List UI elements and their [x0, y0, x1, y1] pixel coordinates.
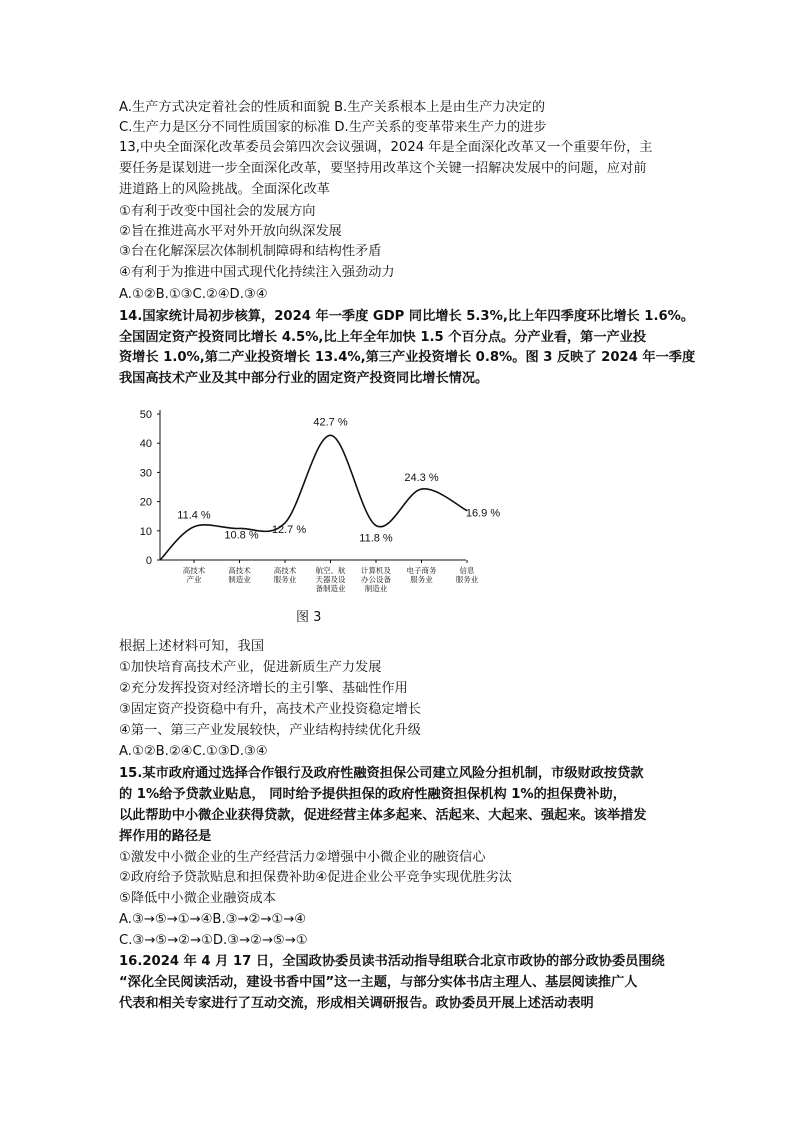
y-tick-label: 0 [145, 555, 152, 567]
text-line: C.③→⑤→②→①D.③→②→⑤→① [119, 933, 308, 948]
category-label: 航空、航天器及设备制造业 [315, 566, 346, 593]
y-tick-label: 10 [139, 525, 152, 538]
data-label: 24.3 % [404, 472, 439, 485]
text-line: A.生产方式决定着社会的性质和面貌 B.生产关系根本上是由生产力决定的 [119, 100, 546, 115]
text-line: 15.某市政府通过选择合作银行及政府性融资担保公司建立风险分担机制，市级财政按贷款 [119, 766, 644, 781]
y-tick-label: 30 [139, 467, 152, 480]
text-line: ①加快培育高技术产业，促进新质生产力发展 [119, 660, 382, 675]
text-line: ④第一、第三产业发展较快，产业结构持续优化升级 [119, 723, 421, 738]
y-tick-label: 20 [139, 496, 152, 509]
data-label: 11.4 % [177, 509, 211, 522]
text-line: 的 1%给予贷款业贴息， 同时给予提供担保的政府性融资担保机构 1%的担保费补助， [119, 787, 626, 802]
text-line: 根据上述材料可知，我国 [119, 639, 265, 654]
text-line: ③固定资产投资稳中有升，高技术产业投资稳定增长 [119, 702, 421, 717]
figure-caption: 图 3 [296, 610, 322, 625]
investment-growth-chart [126, 400, 501, 600]
text-line: ⑤降低中小微企业融资成本 [119, 891, 276, 906]
text-line: “深化全民阅读活动，建设书香中国”这一主题，与部分实体书店主理人、基层阅读推广人 [119, 975, 638, 990]
text-line: C.生产力是区分不同性质国家的标准 D.生产关系的变革带来生产力的进步 [119, 120, 547, 135]
text-line: ②充分发挥投资对经济增长的主引擎、基础性作用 [119, 681, 408, 696]
text-line: 14.国家统计局初步核算，2024 年一季度 GDP 同比增长 5.3%,比上年四季度环比增长 1.6%。 [119, 309, 695, 324]
text-line: ①激发中小微企业的生产经营活力②增强中小微企业的融资信心 [119, 850, 486, 865]
text-line: 16.2024 年 4 月 17 日，全国政协委员读书活动指导组联合北京市政协的部分政协委员围绕 [119, 954, 665, 969]
series-line [160, 435, 467, 560]
text-line: 我国高技术产业及其中部分行业的固定资产投资同比增长情况。 [119, 371, 489, 386]
text-line: 进道路上的风险挑战。全面深化改革 [119, 182, 330, 197]
text-line: ①有利于改变中国社会的发展方向 [119, 204, 316, 219]
text-line: 代表和相关专家进行了互动交流，形成相关调研报告。政协委员开展上述活动表明 [119, 996, 594, 1011]
category-label: 信息服务业 [455, 566, 479, 584]
text-line: ②旨在推进高水平对外开放向纵深发展 [119, 224, 342, 239]
text-line: 要任务是谋划进一步全面深化改革，要坚持用改革这个关键一招解决发展中的问题，应对前 [119, 161, 647, 176]
category-label: 高技术服务业 [273, 566, 297, 584]
category-label: 高技术制造业 [228, 566, 251, 584]
data-label: 11.8 % [359, 532, 393, 545]
category-label: 高技术产业 [182, 566, 206, 584]
text-line: ③台在化解深层次体制机制障碍和结构性矛盾 [119, 244, 382, 259]
text-line: 资增长 1.0%,第二产业投资增长 13.4%,第三产业投资增长 0.8%。图 3 反映了 2024 年一季度 [119, 350, 696, 365]
text-line: ④有利于为推进中国式现代化持续注入强劲动力 [119, 265, 395, 280]
text-line: ②政府给予贷款贴息和担保费补助④促进企业公平竞争实现优胜劣汰 [119, 870, 512, 885]
text-line: 挥作用的路径是 [119, 829, 212, 844]
text-line: A.①②B.①③C.②④D.③④ [119, 287, 268, 302]
data-label: 10.8 % [224, 529, 259, 542]
text-line: 13,中央全面深化改革委员会第四次会议强调，2024 年是全面深化改革又一个重要年份，主 [119, 140, 653, 155]
data-label: 16.9 % [465, 507, 501, 520]
data-label: 42.7 % [313, 416, 348, 429]
text-line: 以此帮助中小微企业获得贷款，促进经营主体多起来、活起来、大起来、强起来。该举措发 [119, 808, 647, 823]
y-tick-label: 50 [139, 409, 152, 421]
text-line: 全国固定资产投资同比增长 4.5%,比上年全年加快 1.5 个百分点。分产业看，第一产业投 [119, 330, 647, 345]
category-label: 电子商务服务业 [406, 566, 437, 584]
text-line: A.③→⑤→①→④B.③→②→①→④ [119, 912, 307, 927]
data-label: 12.7 % [271, 523, 307, 536]
text-line: A.①②B.②④C.①③D.③④ [119, 744, 268, 759]
y-tick-label: 40 [139, 438, 152, 451]
category-label: 计算机及办公设备制造业 [361, 566, 391, 593]
